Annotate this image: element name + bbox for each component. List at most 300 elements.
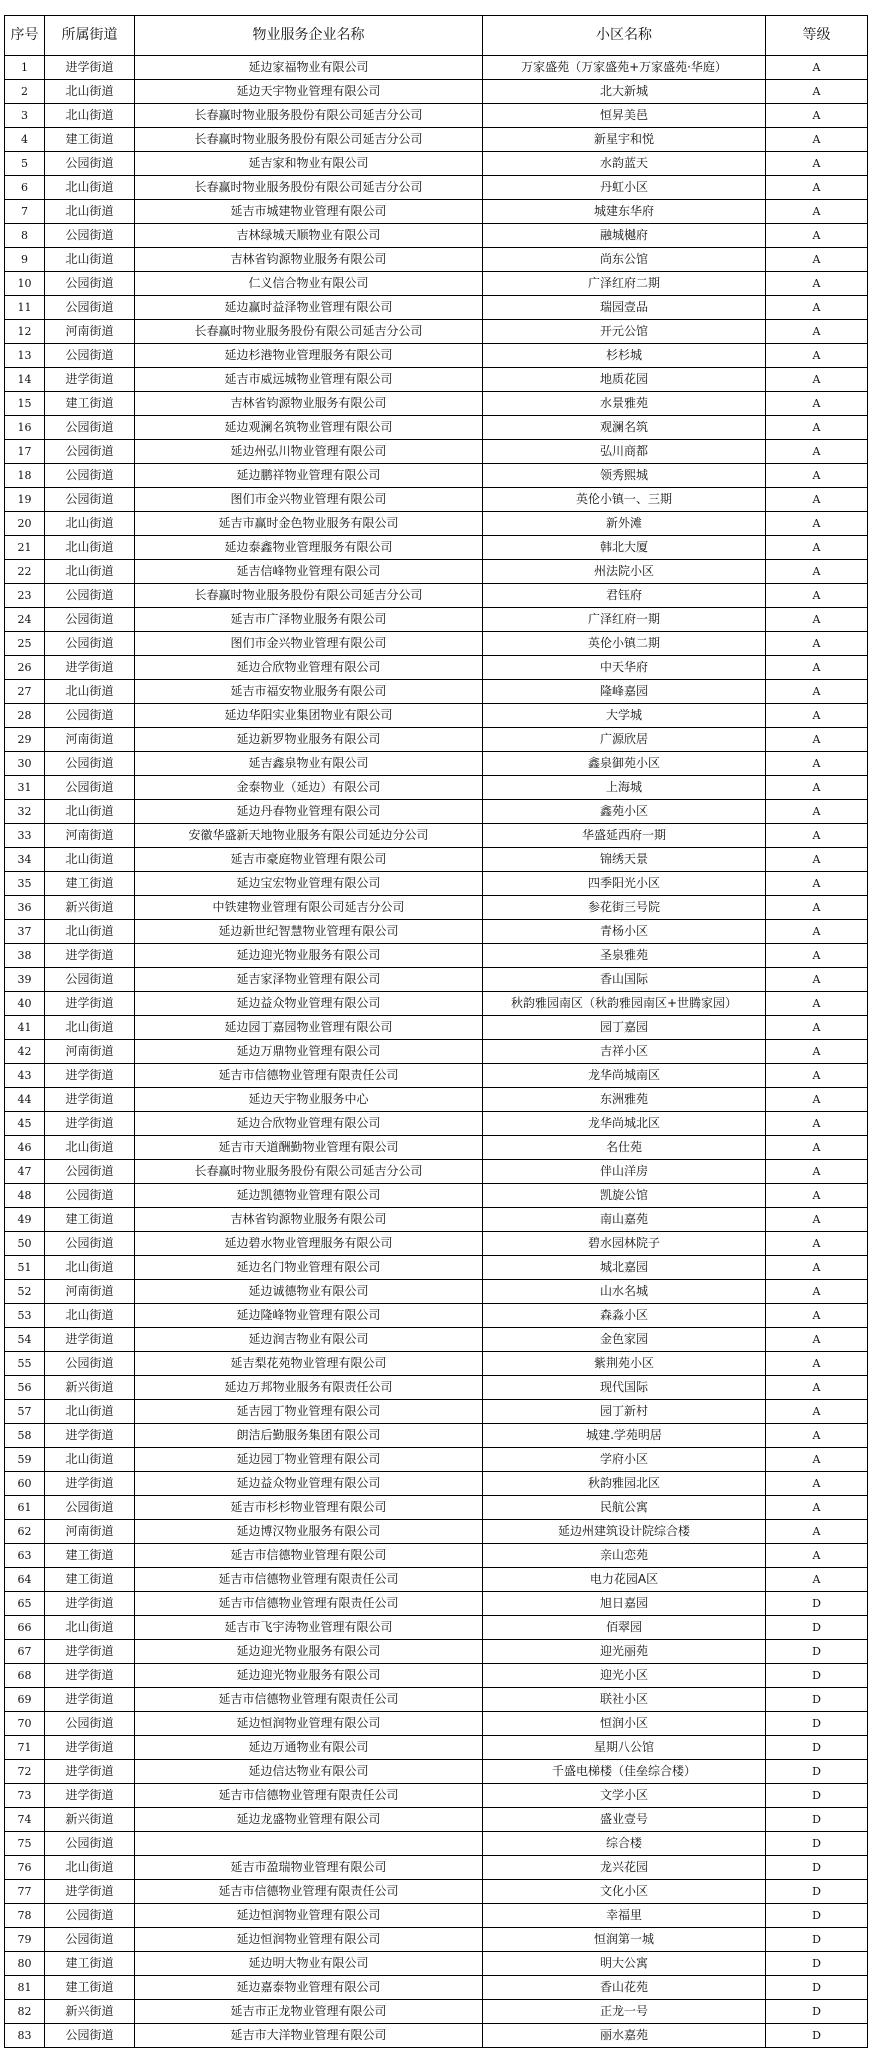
cell-community: 名仕苑 [483,1136,766,1160]
cell-street: 公园街道 [45,968,135,992]
table-row [5,584,868,608]
cell-seq: 30 [5,752,45,776]
cell-seq: 6 [5,176,45,200]
cell-street: 公园街道 [45,1160,135,1184]
cell-seq: 33 [5,824,45,848]
cell-street: 公园街道 [45,272,135,296]
table-row [5,824,868,848]
cell-seq: 54 [5,1328,45,1352]
cell-seq: 38 [5,944,45,968]
table-row [5,800,868,824]
cell-community: 广源欣居 [483,728,766,752]
cell-company: 延边隆峰物业管理有限公司 [135,1304,483,1328]
cell-grade: A [766,1424,868,1448]
cell-company: 延边合欣物业管理有限公司 [135,1112,483,1136]
table-row [5,1088,868,1112]
cell-grade: A [766,152,868,176]
cell-street: 进学街道 [45,1472,135,1496]
table-row [5,1808,868,1832]
table-row [5,1160,868,1184]
cell-grade: D [766,1784,868,1808]
table-row [5,968,868,992]
cell-grade: A [766,608,868,632]
header-grade: 等级 [766,16,868,56]
cell-grade: A [766,1112,868,1136]
cell-grade: D [766,1616,868,1640]
cell-street: 北山街道 [45,1616,135,1640]
cell-grade: D [766,1760,868,1784]
cell-seq: 15 [5,392,45,416]
cell-company: 延边园丁物业管理有限公司 [135,1448,483,1472]
cell-company: 延吉市信德物业管理有限责任公司 [135,1784,483,1808]
cell-community: 领秀熙城 [483,464,766,488]
cell-seq: 7 [5,200,45,224]
cell-company: 延边园丁嘉园物业管理有限公司 [135,1016,483,1040]
cell-community: 新外滩 [483,512,766,536]
cell-community: 城北嘉园 [483,1256,766,1280]
cell-street: 进学街道 [45,1112,135,1136]
cell-grade: A [766,536,868,560]
cell-grade: A [766,128,868,152]
table-row [5,1184,868,1208]
cell-grade: A [766,560,868,584]
cell-grade: A [766,80,868,104]
table-row [5,1952,868,1976]
cell-company: 延吉信峰物业管理有限公司 [135,560,483,584]
table-row [5,1688,868,1712]
table-row [5,272,868,296]
cell-seq: 13 [5,344,45,368]
cell-street: 公园街道 [45,704,135,728]
cell-grade: A [766,272,868,296]
cell-company: 长春赢时物业服务股份有限公司延吉分公司 [135,104,483,128]
cell-company: 延边恒润物业管理有限公司 [135,1928,483,1952]
cell-grade: A [766,1376,868,1400]
table-row [5,680,868,704]
table-row [5,176,868,200]
cell-company: 延吉市信德物业管理有限责任公司 [135,1592,483,1616]
table-row [5,992,868,1016]
cell-company: 长春赢时物业服务股份有限公司延吉分公司 [135,584,483,608]
cell-community: 南山嘉苑 [483,1208,766,1232]
table-row [5,224,868,248]
cell-grade: A [766,776,868,800]
table-row [5,1760,868,1784]
table-row [5,416,868,440]
cell-street: 公园街道 [45,416,135,440]
table-row [5,728,868,752]
cell-community: 锦绣天景 [483,848,766,872]
cell-grade: A [766,176,868,200]
cell-street: 新兴街道 [45,1376,135,1400]
table-row [5,296,868,320]
cell-grade: A [766,464,868,488]
cell-street: 进学街道 [45,1064,135,1088]
cell-company: 长春赢时物业服务股份有限公司延吉分公司 [135,128,483,152]
cell-community: 龙兴花园 [483,1856,766,1880]
table-row [5,488,868,512]
cell-grade: A [766,1568,868,1592]
cell-community: 鑫苑小区 [483,800,766,824]
cell-street: 进学街道 [45,1784,135,1808]
cell-seq: 56 [5,1376,45,1400]
cell-company: 延边益众物业管理有限公司 [135,992,483,1016]
cell-street: 公园街道 [45,224,135,248]
cell-company: 延边润吉物业有限公司 [135,1328,483,1352]
table-row [5,920,868,944]
cell-street: 新兴街道 [45,1808,135,1832]
cell-company: 延吉市飞宇涛物业管理有限公司 [135,1616,483,1640]
cell-community: 城建东华府 [483,200,766,224]
table-row [5,536,868,560]
cell-company: 延边博汉物业服务有限公司 [135,1520,483,1544]
cell-company: 吉林省钧源物业服务有限公司 [135,248,483,272]
cell-street: 河南街道 [45,1280,135,1304]
cell-seq: 42 [5,1040,45,1064]
cell-community: 四季阳光小区 [483,872,766,896]
cell-company: 延吉市正龙物业管理有限公司 [135,2000,483,2024]
cell-street: 公园街道 [45,440,135,464]
table-row [5,320,868,344]
cell-company: 延吉市福安物业服务有限公司 [135,680,483,704]
cell-street: 河南街道 [45,824,135,848]
cell-company: 延吉市广泽物业服务有限公司 [135,608,483,632]
cell-grade: A [766,824,868,848]
cell-street: 建工街道 [45,1544,135,1568]
table-row [5,848,868,872]
cell-street: 进学街道 [45,1760,135,1784]
table-row [5,1376,868,1400]
cell-community: 碧水园林院子 [483,1232,766,1256]
cell-street: 进学街道 [45,1736,135,1760]
cell-street: 进学街道 [45,1640,135,1664]
cell-seq: 2 [5,80,45,104]
cell-company: 延吉市信德物业管理有限责任公司 [135,1688,483,1712]
cell-grade: D [766,1880,868,1904]
cell-community: 广泽红府一期 [483,608,766,632]
cell-grade: A [766,1160,868,1184]
cell-street: 公园街道 [45,1232,135,1256]
cell-company: 延边天宇物业服务中心 [135,1088,483,1112]
property-rating-table [4,15,868,2048]
table-row [5,1856,868,1880]
header-street: 所属街道 [45,16,135,56]
cell-company: 延吉市信德物业管理有限责任公司 [135,1064,483,1088]
cell-company: 延边万邦物业服务有限责任公司 [135,1376,483,1400]
cell-community: 弘川商都 [483,440,766,464]
cell-seq: 53 [5,1304,45,1328]
cell-company: 延边华阳实业集团物业有限公司 [135,704,483,728]
cell-seq: 58 [5,1424,45,1448]
cell-street: 公园街道 [45,464,135,488]
table-body [5,56,868,2048]
cell-grade: D [766,1952,868,1976]
cell-company: 吉林绿城天顺物业有限公司 [135,224,483,248]
cell-grade: A [766,512,868,536]
cell-street: 北山街道 [45,1016,135,1040]
cell-grade: A [766,200,868,224]
table-row [5,1976,868,2000]
cell-seq: 46 [5,1136,45,1160]
cell-company: 延边碧水物业管理服务有限公司 [135,1232,483,1256]
cell-company: 延边迎光物业服务有限公司 [135,1664,483,1688]
cell-grade: A [766,1064,868,1088]
table-row [5,704,868,728]
table-row [5,104,868,128]
cell-grade: A [766,968,868,992]
cell-street: 北山街道 [45,248,135,272]
table-row [5,1040,868,1064]
cell-grade: A [766,1544,868,1568]
cell-grade: A [766,1520,868,1544]
cell-community: 韩北大厦 [483,536,766,560]
table-row [5,1472,868,1496]
cell-community: 园丁嘉园 [483,1016,766,1040]
cell-street: 北山街道 [45,104,135,128]
cell-community: 凯旋公馆 [483,1184,766,1208]
cell-seq: 78 [5,1904,45,1928]
cell-grade: A [766,800,868,824]
cell-company: 延吉鑫泉物业有限公司 [135,752,483,776]
cell-seq: 72 [5,1760,45,1784]
table-row [5,464,868,488]
cell-community: 恒昇美邑 [483,104,766,128]
cell-seq: 35 [5,872,45,896]
cell-company: 延吉家和物业有限公司 [135,152,483,176]
cell-community: 丽水嘉苑 [483,2024,766,2048]
cell-company: 朗洁后勤服务集团有限公司 [135,1424,483,1448]
cell-grade: D [766,1808,868,1832]
cell-community: 旭日嘉园 [483,1592,766,1616]
cell-street: 公园街道 [45,1496,135,1520]
cell-community: 迎光小区 [483,1664,766,1688]
cell-street: 北山街道 [45,680,135,704]
cell-seq: 28 [5,704,45,728]
cell-grade: A [766,1136,868,1160]
cell-seq: 43 [5,1064,45,1088]
cell-company: 延边凯德物业管理有限公司 [135,1184,483,1208]
cell-grade: A [766,344,868,368]
cell-grade: A [766,1208,868,1232]
cell-community: 星期八公馆 [483,1736,766,1760]
cell-seq: 39 [5,968,45,992]
cell-grade: D [766,1856,868,1880]
cell-company: 延吉市盈瑞物业管理有限公司 [135,1856,483,1880]
cell-community: 恒润第一城 [483,1928,766,1952]
cell-seq: 45 [5,1112,45,1136]
cell-community: 恒润小区 [483,1712,766,1736]
cell-company: 延边丹春物业管理有限公司 [135,800,483,824]
cell-company: 延边杉港物业管理服务有限公司 [135,344,483,368]
cell-community: 鑫泉御苑小区 [483,752,766,776]
table-row [5,512,868,536]
cell-street: 公园街道 [45,584,135,608]
cell-street: 公园街道 [45,344,135,368]
cell-grade: A [766,1040,868,1064]
cell-seq: 77 [5,1880,45,1904]
cell-community: 秋韵雅园南区（秋韵雅园南区+世腾家园） [483,992,766,1016]
cell-seq: 27 [5,680,45,704]
cell-company: 延吉市信德物业管理有限责任公司 [135,1880,483,1904]
cell-company: 延边天宇物业管理有限公司 [135,80,483,104]
table-row [5,1712,868,1736]
cell-company: 中铁建物业管理有限公司延吉分公司 [135,896,483,920]
cell-seq: 50 [5,1232,45,1256]
cell-community: 园丁新村 [483,1400,766,1424]
cell-grade: A [766,104,868,128]
table-row [5,1352,868,1376]
cell-grade: A [766,416,868,440]
cell-seq: 5 [5,152,45,176]
cell-grade: D [766,1592,868,1616]
cell-grade: A [766,944,868,968]
cell-community: 君钰府 [483,584,766,608]
cell-seq: 73 [5,1784,45,1808]
cell-street: 进学街道 [45,1592,135,1616]
cell-street: 公园街道 [45,608,135,632]
cell-seq: 32 [5,800,45,824]
table-row [5,128,868,152]
cell-community: 幸福里 [483,1904,766,1928]
cell-street: 进学街道 [45,56,135,80]
cell-seq: 11 [5,296,45,320]
cell-seq: 8 [5,224,45,248]
cell-community: 丹虹小区 [483,176,766,200]
cell-company: 延吉梨花苑物业管理有限公司 [135,1352,483,1376]
cell-seq: 62 [5,1520,45,1544]
cell-seq: 36 [5,896,45,920]
cell-community: 城建.学苑明居 [483,1424,766,1448]
cell-seq: 60 [5,1472,45,1496]
cell-company: 延吉市赢时金色物业服务有限公司 [135,512,483,536]
cell-company: 延吉市豪庭物业管理有限公司 [135,848,483,872]
cell-community: 千盛电梯楼（佳垒综合楼） [483,1760,766,1784]
cell-grade: A [766,872,868,896]
cell-community: 现代国际 [483,1376,766,1400]
table-row [5,1880,868,1904]
cell-community: 吉祥小区 [483,1040,766,1064]
cell-community: 正龙一号 [483,2000,766,2024]
cell-seq: 65 [5,1592,45,1616]
cell-street: 进学街道 [45,1424,135,1448]
cell-grade: A [766,296,868,320]
cell-community: 龙华尚城北区 [483,1112,766,1136]
cell-street: 建工街道 [45,128,135,152]
cell-grade: A [766,320,868,344]
cell-community: 学府小区 [483,1448,766,1472]
cell-street: 北山街道 [45,176,135,200]
cell-grade: A [766,584,868,608]
cell-grade: A [766,848,868,872]
cell-street: 北山街道 [45,1256,135,1280]
cell-community: 文学小区 [483,1784,766,1808]
cell-community: 亲山恋苑 [483,1544,766,1568]
cell-seq: 63 [5,1544,45,1568]
cell-grade: D [766,1688,868,1712]
cell-community: 圣泉雅苑 [483,944,766,968]
table-row [5,2024,868,2048]
table-row [5,1280,868,1304]
cell-seq: 24 [5,608,45,632]
cell-community: 尚东公馆 [483,248,766,272]
cell-seq: 18 [5,464,45,488]
cell-street: 进学街道 [45,1664,135,1688]
cell-seq: 74 [5,1808,45,1832]
cell-grade: A [766,368,868,392]
cell-grade: A [766,1088,868,1112]
table-row [5,752,868,776]
cell-street: 北山街道 [45,536,135,560]
cell-street: 建工街道 [45,1208,135,1232]
cell-street: 公园街道 [45,1928,135,1952]
cell-street: 建工街道 [45,1568,135,1592]
cell-street: 进学街道 [45,1688,135,1712]
cell-grade: A [766,728,868,752]
cell-street: 建工街道 [45,1976,135,2000]
table-row [5,632,868,656]
cell-seq: 61 [5,1496,45,1520]
cell-seq: 80 [5,1952,45,1976]
cell-grade: D [766,1712,868,1736]
cell-company: 延吉市天道酬勤物业管理有限公司 [135,1136,483,1160]
table-row [5,944,868,968]
cell-company: 延吉市大洋物业管理有限公司 [135,2024,483,2048]
cell-street: 进学街道 [45,368,135,392]
cell-street: 北山街道 [45,1136,135,1160]
cell-grade: A [766,392,868,416]
table-row [5,1832,868,1856]
cell-company [135,1832,483,1856]
cell-company: 延吉市杉杉物业管理有限公司 [135,1496,483,1520]
cell-company: 延边龙盛物业管理有限公司 [135,1808,483,1832]
table-row [5,2000,868,2024]
table-row [5,1424,868,1448]
cell-street: 北山街道 [45,560,135,584]
cell-street: 河南街道 [45,1520,135,1544]
table-row [5,1664,868,1688]
table-row [5,1736,868,1760]
cell-grade: A [766,488,868,512]
cell-community: 新星宇和悦 [483,128,766,152]
cell-community: 英伦小镇一、三期 [483,488,766,512]
cell-seq: 57 [5,1400,45,1424]
cell-grade: A [766,656,868,680]
cell-company: 延边宝宏物业管理有限公司 [135,872,483,896]
cell-seq: 41 [5,1016,45,1040]
cell-community: 地质花园 [483,368,766,392]
cell-street: 进学街道 [45,992,135,1016]
table-row [5,248,868,272]
cell-seq: 14 [5,368,45,392]
cell-company: 延边观澜名筑物业管理有限公司 [135,416,483,440]
cell-seq: 12 [5,320,45,344]
cell-company: 延边迎光物业服务有限公司 [135,1640,483,1664]
cell-community: 民航公寓 [483,1496,766,1520]
cell-street: 公园街道 [45,1184,135,1208]
table-row [5,872,868,896]
cell-seq: 3 [5,104,45,128]
cell-street: 北山街道 [45,1856,135,1880]
cell-street: 北山街道 [45,800,135,824]
cell-company: 延边明大物业有限公司 [135,1952,483,1976]
cell-company: 延吉园丁物业管理有限公司 [135,1400,483,1424]
cell-grade: A [766,992,868,1016]
cell-street: 公园街道 [45,296,135,320]
cell-grade: D [766,1904,868,1928]
cell-grade: D [766,2000,868,2024]
table-row [5,1904,868,1928]
cell-grade: A [766,1280,868,1304]
